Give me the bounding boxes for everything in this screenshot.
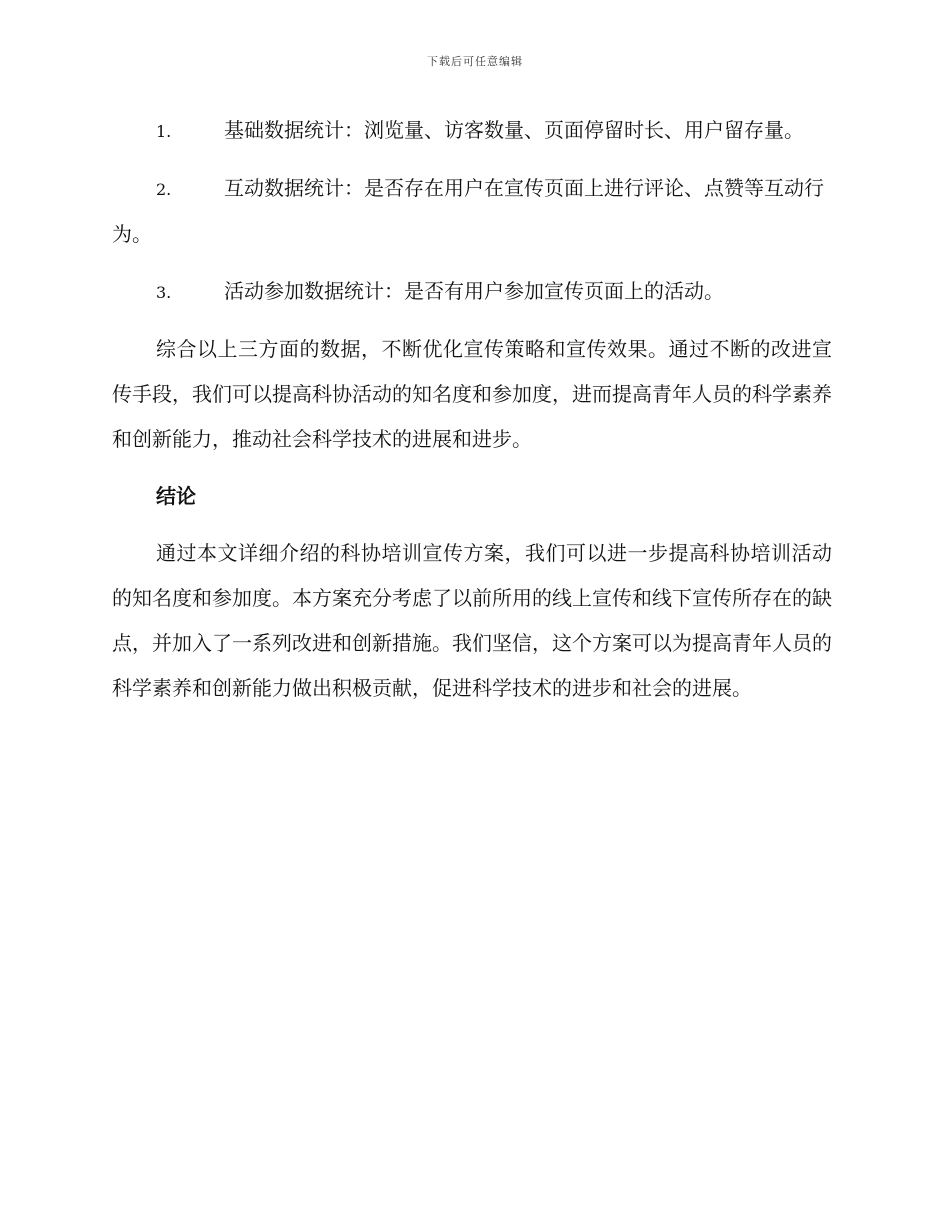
document-body xyxy=(112,108,832,723)
conclusion-heading: 结论 xyxy=(156,484,196,508)
list-text: 基础数据统计：浏览量、访客数量、页面停留时长、用户留存量。 xyxy=(224,118,804,142)
list-number: 3. xyxy=(156,283,172,302)
list-number: 1. xyxy=(156,122,172,141)
header-note: 下载后可任意编辑 xyxy=(427,55,523,68)
list-item-1 xyxy=(112,108,832,154)
list-item-3 xyxy=(112,269,832,315)
conclusion-paragraph: 通过本文详细介绍的科协培训宣传方案，我们可以进一步提高科协培训活动的知名度和参加度。本方案充分考虑了以前所用的线上宣传和线下宣传所存在的缺点，并加入了一系列改进和创新措施。我们坚信，这个方案可以为提高青年人员的科学素养和创新能力做出积极贡献，促进科学技术的进步和社会的进展。 xyxy=(112,541,832,700)
list-item-2 xyxy=(112,166,832,257)
summary-paragraph: 综合以上三方面的数据，不断优化宣传策略和宣传效果。通过不断的改进宣传手段，我们可以提高科协活动的知名度和参加度，进而提高青年人员的科学素养和创新能力，推动社会科学技术的进展和进步。 xyxy=(112,337,832,451)
list-text: 活动参加数据统计：是否有用户参加宣传页面上的活动。 xyxy=(224,279,724,303)
list-text: 互动数据统计：是否存在用户在宣传页面上进行评论、点赞等互动行为。 xyxy=(112,176,824,246)
list-number: 2. xyxy=(156,180,172,199)
